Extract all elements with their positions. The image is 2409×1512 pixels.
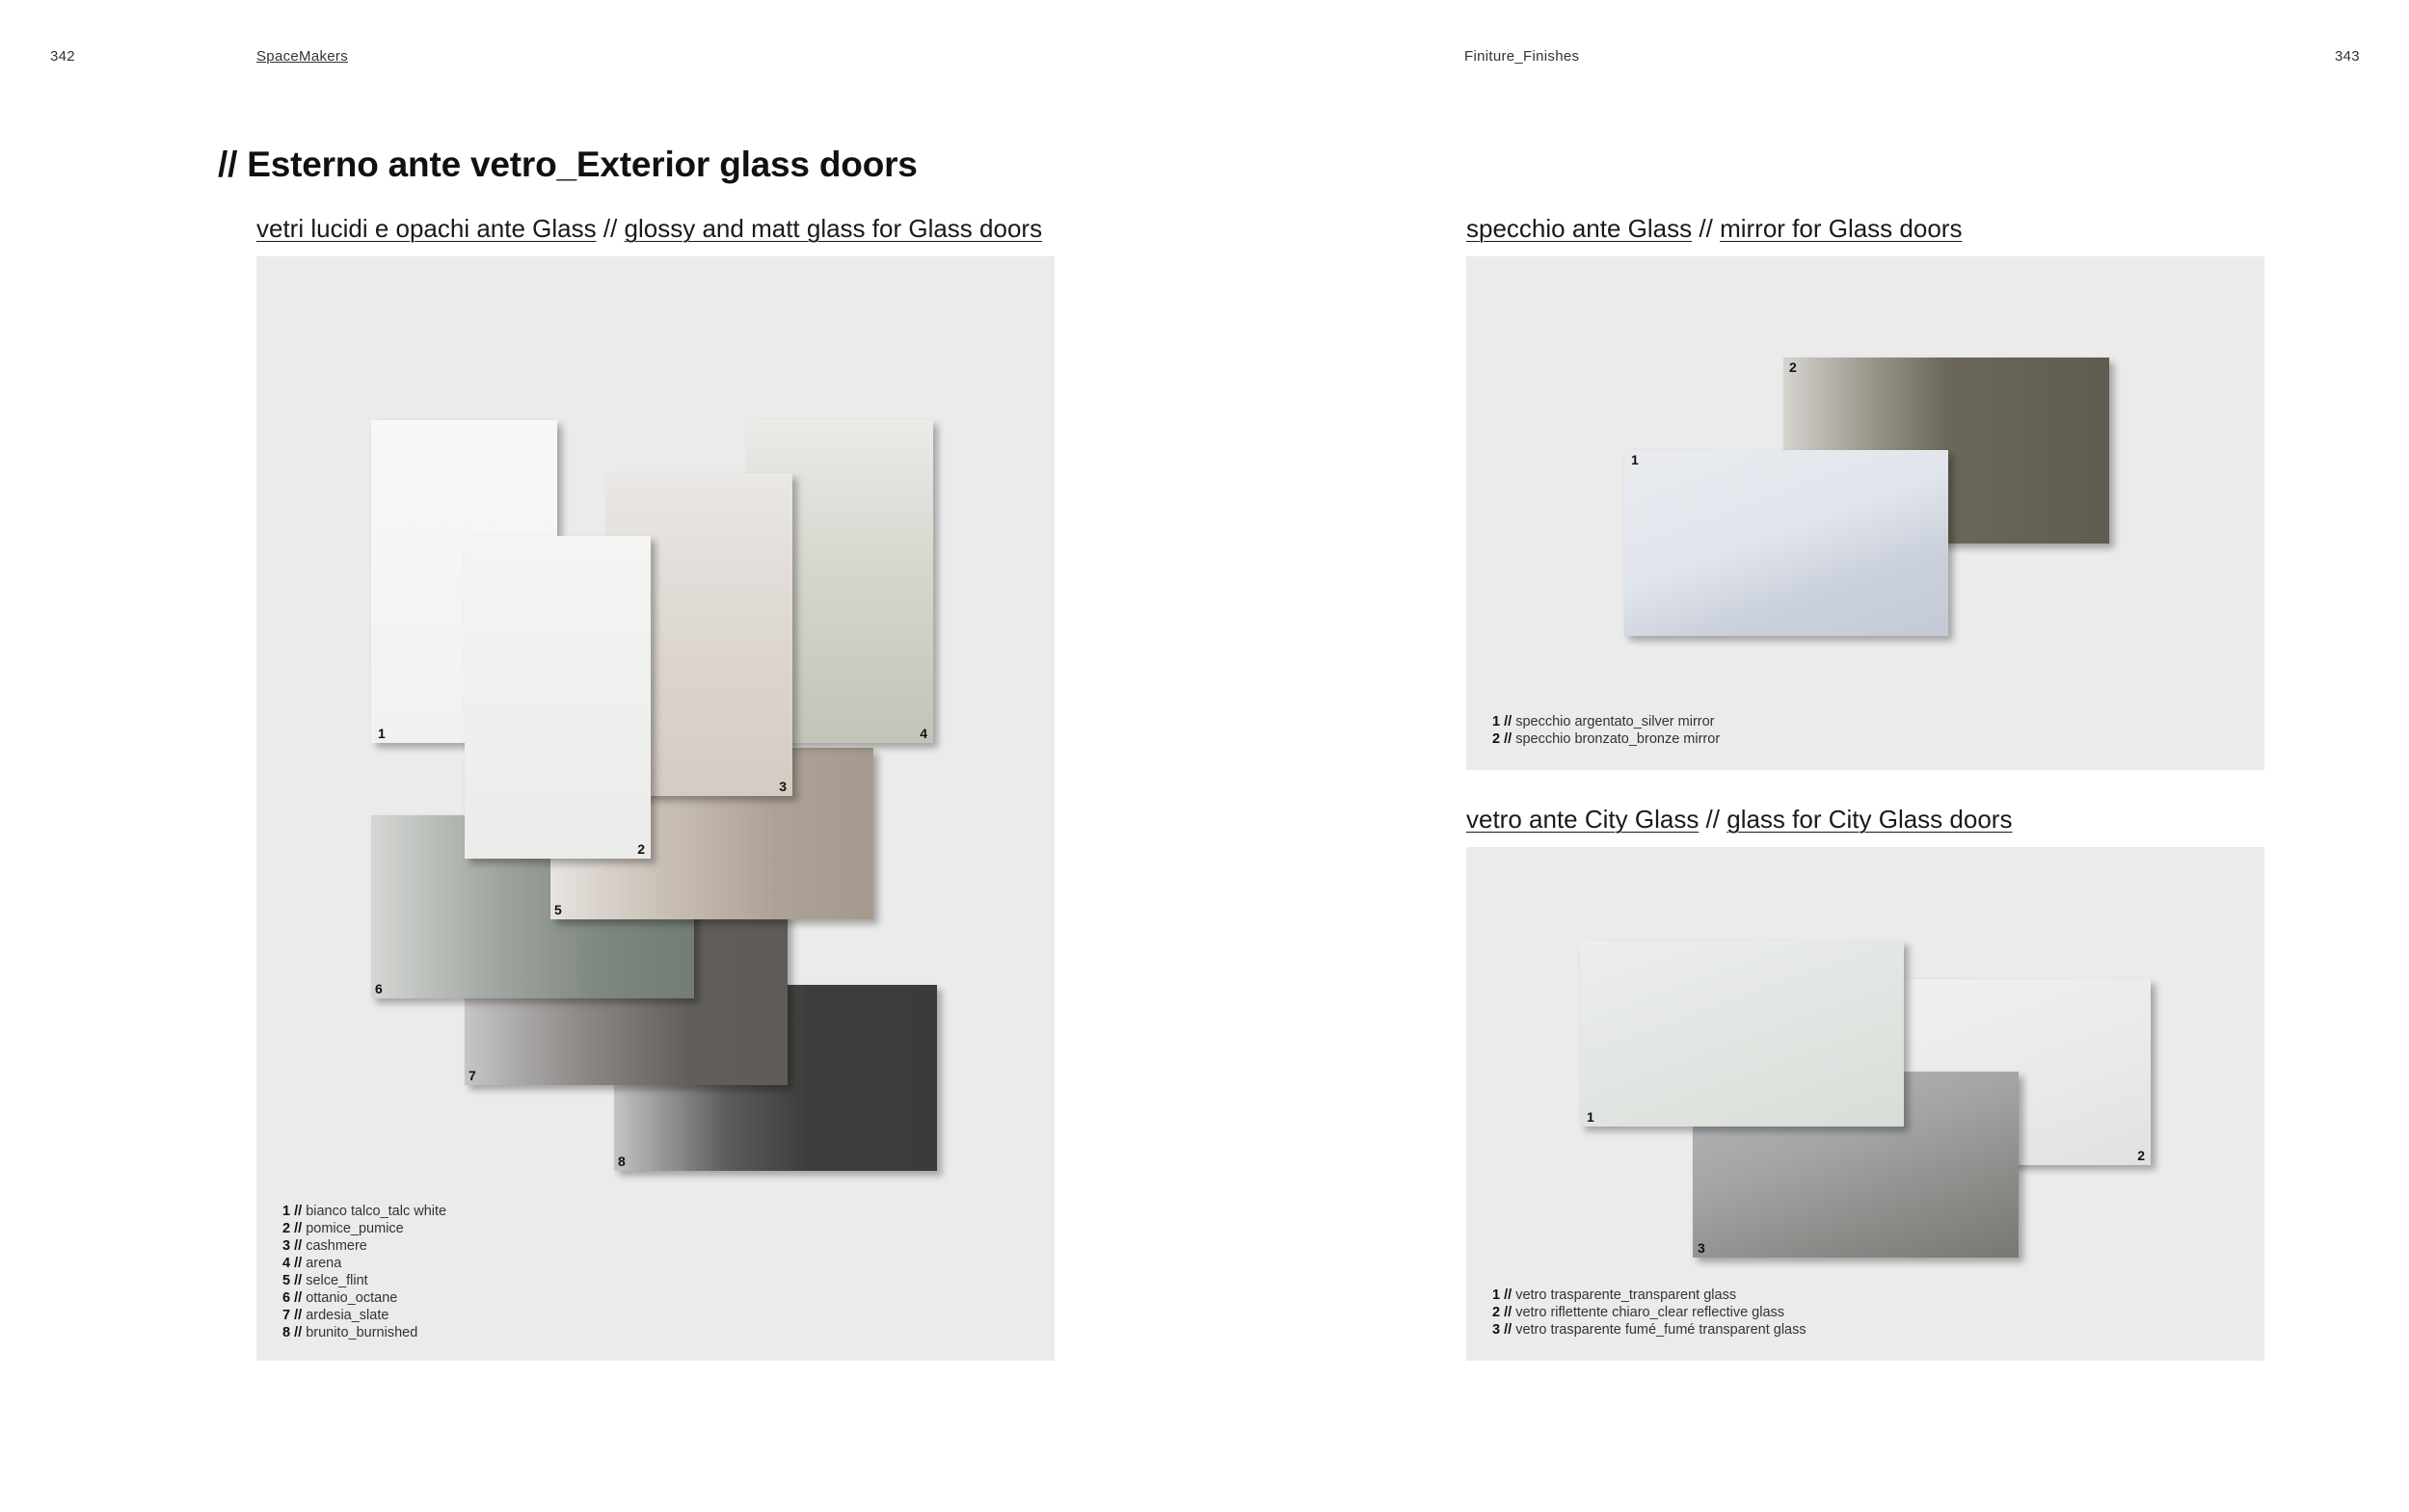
- city-swatch-1: [1580, 941, 1904, 1127]
- legend-item: 5 // selce_flint: [282, 1273, 368, 1288]
- page-title: // Esterno ante vetro_Exterior glass doors: [218, 145, 918, 184]
- legend-item: 3 // cashmere: [282, 1238, 367, 1254]
- legend-item: 1 // specchio argentato_silver mirror: [1492, 714, 1715, 729]
- glass-legend: [282, 1203, 446, 1341]
- mirror-section-heading: [1466, 214, 1962, 244]
- swatch-number: 3: [1698, 1240, 1705, 1256]
- swatch-number: 1: [378, 726, 386, 741]
- legend-item: 2 // specchio bronzato_bronze mirror: [1492, 731, 1721, 747]
- glass-heading-it: vetri lucidi e opachi ante Glass: [256, 214, 597, 243]
- mirror-swatch-1: [1624, 450, 1948, 636]
- page-number-right: 343: [2335, 48, 2360, 65]
- swatch-number: 2: [637, 841, 645, 857]
- legend-item: 4 // arena: [282, 1256, 342, 1271]
- swatch-number: 7: [468, 1068, 476, 1083]
- swatch-number: 4: [920, 726, 927, 741]
- swatch-number: 5: [554, 902, 562, 917]
- section-label: Finiture_Finishes: [1464, 48, 1580, 65]
- glass-heading-separator: //: [602, 214, 618, 243]
- swatch-2: [465, 536, 651, 859]
- glass-heading-en: glossy and matt glass for Glass doors: [624, 214, 1043, 243]
- city-heading-en: glass for City Glass doors: [1726, 805, 2013, 834]
- swatch-number: 2: [1789, 359, 1797, 375]
- swatch-number: 3: [779, 779, 787, 794]
- legend-item: 2 // vetro riflettente chiaro_clear reflective glass: [1492, 1305, 1785, 1320]
- legend-item: 1 // bianco talco_talc white: [282, 1204, 447, 1219]
- legend-item: 7 // ardesia_slate: [282, 1308, 389, 1323]
- legend-item: 1 // vetro trasparente_transparent glass: [1492, 1287, 1737, 1303]
- city-section-heading: [1466, 805, 2012, 835]
- mirror-legend: [1492, 713, 1720, 748]
- mirror-heading-it: specchio ante Glass: [1466, 214, 1693, 243]
- swatch-number: 2: [2137, 1148, 2145, 1163]
- city-heading-it: vetro ante City Glass: [1466, 805, 1700, 834]
- swatch-number: 8: [618, 1154, 626, 1169]
- legend-item: 6 // ottanio_octane: [282, 1290, 398, 1306]
- mirror-heading-en: mirror for Glass doors: [1720, 214, 1963, 243]
- page-number-left: 342: [50, 48, 75, 65]
- glass-section-heading: [256, 214, 1042, 244]
- city-swatch-panel: [1466, 847, 2264, 1361]
- mirror-heading-separator: //: [1699, 214, 1713, 243]
- legend-item: 2 // pomice_pumice: [282, 1221, 404, 1236]
- swatch-number: 6: [375, 981, 383, 996]
- legend-item: 3 // vetro trasparente fumé_fumé transparent glass: [1492, 1322, 1807, 1338]
- mirror-swatch-panel: [1466, 256, 2264, 770]
- legend-item: 8 // brunito_burnished: [282, 1325, 418, 1340]
- city-legend: [1492, 1287, 1807, 1339]
- swatch-number: 1: [1587, 1109, 1594, 1125]
- swatch-number: 1: [1631, 452, 1639, 467]
- city-heading-separator: //: [1705, 805, 1720, 834]
- brand-link[interactable]: SpaceMakers: [256, 48, 349, 65]
- glass-swatch-panel: [256, 256, 1055, 1361]
